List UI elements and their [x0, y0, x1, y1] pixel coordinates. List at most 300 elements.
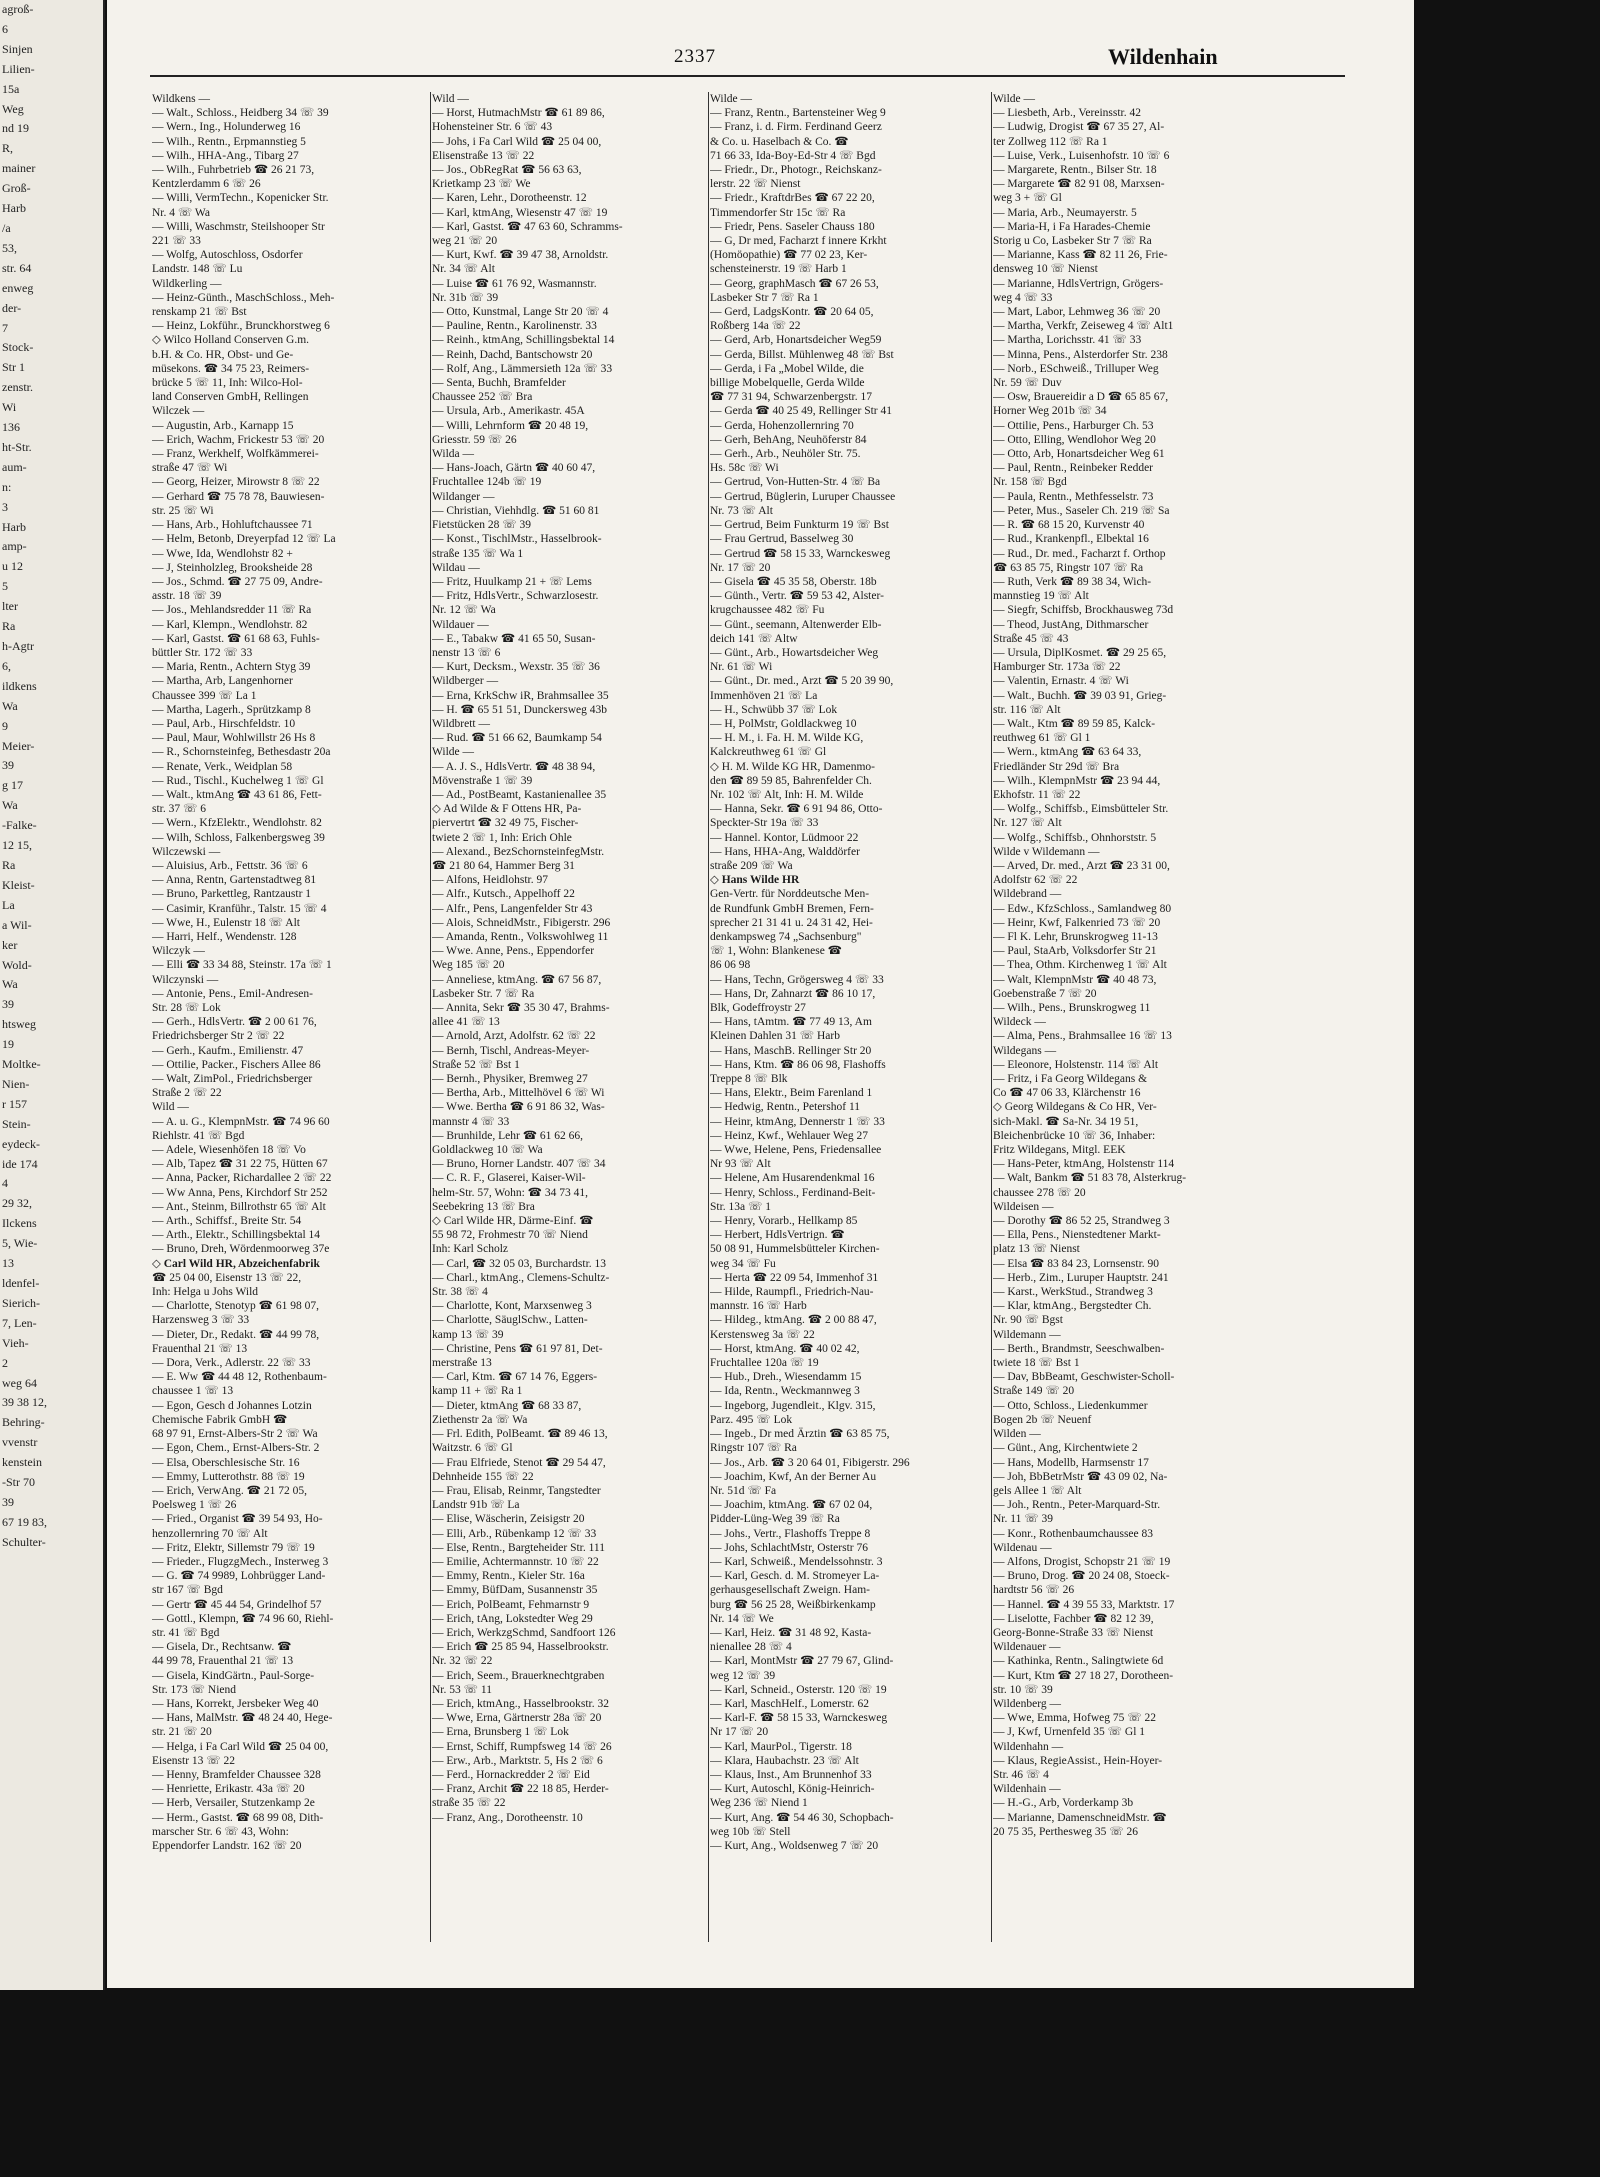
directory-entry: Nr. 73 ☏ Alt [710, 504, 773, 517]
directory-entry: — Elise, Wäscherin, Zeisigstr 20 [432, 1513, 585, 1526]
directory-entry: — Rud., Tischl., Kuchelweg 1 ☏ Gl [152, 774, 324, 787]
directory-entry: Inh: Helga u Johs Wild [152, 1286, 259, 1299]
directory-entry: — Adele, Wiesenhöfen 18 ☏ Vo [152, 1144, 306, 1157]
directory-entry: lerstr. 22 ☏ Nienst [710, 178, 801, 191]
directory-entry: Wilde — [432, 746, 475, 759]
directory-entry: Kerstensweg 3a ☏ 22 [710, 1328, 815, 1341]
directory-entry: — Hedwig, Rentn., Petershof 11 [710, 1101, 861, 1114]
directory-entry: — Casimir, Kranführ., Talstr. 15 ☏ 4 [152, 902, 327, 915]
directory-entry: — Walt., Schloss., Heidberg 34 ☏ 39 [152, 107, 329, 120]
directory-entry: merstraße 13 [432, 1357, 492, 1370]
directory-entry: — Friedr., Dr., Photogr., Reichskanz- [710, 164, 882, 177]
directory-entry: — A. J. S., HdlsVertr. ☎ 48 38 94, [432, 760, 596, 773]
directory-entry: — H. M., i. Fa. H. M. Wilde KG, [710, 732, 864, 745]
directory-entry: — Amanda, Rentn., Volkswohlweg 11 [432, 930, 609, 943]
column-divider [430, 92, 431, 1942]
directory-entry: Wilczyk — [152, 945, 205, 958]
prev-page-fragment: lter [2, 599, 18, 614]
prev-page-fragment: weg 64 [2, 1375, 37, 1390]
prev-page-fragment: La [2, 897, 15, 912]
directory-entry: — Margarete ☎ 82 91 08, Marxsen- [993, 178, 1165, 191]
directory-entry: Hs. 58c ☏ Wi [710, 462, 779, 475]
prev-page-fragment: Behring- [2, 1415, 45, 1430]
directory-entry: — Wilh., KlempnMstr ☎ 23 94 44, [993, 774, 1161, 787]
directory-entry: — Arved, Dr. med., Arzt ☎ 23 31 00, [993, 859, 1170, 872]
prev-page-fragment: 6, [2, 658, 11, 673]
directory-entry: — Erich, PolBeamt, Fehmarnstr 9 [432, 1598, 590, 1611]
directory-entry: — Bernh, Tischl, Andreas-Meyer- [432, 1044, 590, 1057]
directory-entry: — Alma, Pens., Brahmsallee 16 ☏ 13 [993, 1030, 1172, 1043]
directory-entry: — Herb., Zim., Luruper Hauptstr. 241 [993, 1271, 1169, 1284]
directory-entry: Str. 46 ☏ 4 [993, 1768, 1049, 1781]
directory-entry: — Rud. ☎ 51 66 62, Baumkamp 54 [432, 732, 602, 745]
directory-entry: — Wwe, Erna, Gärtnerstr 28a ☏ 20 [432, 1712, 602, 1725]
prev-page-fragment: kenstein [2, 1455, 42, 1470]
directory-entry: — Hans-Joach, Gärtn ☎ 40 60 47, [432, 462, 596, 475]
directory-entry: Fietstücken 28 ☏ 39 [432, 519, 532, 532]
directory-entry: marscher Str. 6 ☏ 43, Wohn: [152, 1825, 289, 1838]
directory-entry: — Gerd, LadgsKontr. ☎ 20 64 05, [710, 306, 874, 319]
directory-entry: Nr. 32 ☏ 22 [432, 1655, 493, 1668]
prev-page-fragment: 19 [2, 1037, 14, 1052]
directory-entry: — Herb, Versailer, Stutzenkamp 2e [152, 1797, 315, 1810]
prev-page-fragment: Stein- [2, 1116, 31, 1131]
directory-entry: ◇ Wilco Holland Conserven G.m. [152, 334, 310, 347]
directory-entry: sich-Makl. ☎ Sa-Nr. 34 19 51, [993, 1115, 1139, 1128]
directory-entry: — Alfr., Pens, Langenfelder Str 43 [432, 902, 593, 915]
directory-entry: chaussee 278 ☏ 20 [993, 1186, 1086, 1199]
directory-entry: — Norb., ESchweiß., Trilluper Weg [993, 362, 1159, 375]
directory-entry: Nr 93 ☏ Alt [710, 1158, 771, 1171]
directory-entry: Wilczek — [152, 405, 205, 418]
column-divider [708, 92, 709, 1942]
directory-entry: Straße 52 ☏ Bst 1 [432, 1058, 520, 1071]
directory-entry: — Paul, Maur, Wohlwillstr 26 Hs 8 [152, 732, 316, 745]
prev-page-fragment: 29 32, [2, 1196, 32, 1211]
directory-entry: b.H. & Co. HR, Obst- und Ge- [152, 348, 294, 361]
directory-entry: — Heinz-Günth., MaschSchloss., Meh- [152, 291, 335, 304]
directory-entry: — Charlotte, Kont, Marxsenweg 3 [432, 1300, 592, 1313]
directory-entry: — Rud., Krankenpfl., Elbektal 16 [993, 533, 1149, 546]
directory-entry: 68 97 91, Ernst-Albers-Str 2 ☏ Wa [152, 1428, 318, 1441]
directory-entry: — Margarete, Rentn., Bilser Str. 18 [993, 164, 1157, 177]
directory-entry: — Carl, Ktm. ☎ 67 14 76, Eggers- [432, 1371, 598, 1384]
directory-entry: Fruchtallee 120a ☏ 19 [710, 1357, 819, 1370]
directory-entry: weg 10b ☏ Stell [710, 1825, 791, 1838]
directory-entry: — Willi, Lehrnform ☎ 20 48 19, [432, 419, 589, 432]
previous-page-edge [0, 0, 105, 1990]
directory-entry: Nr. 51d ☏ Fa [710, 1484, 777, 1497]
directory-entry: — Jos., Mehlandsredder 11 ☏ Ra [152, 604, 312, 617]
directory-entry: Seebekring 13 ☏ Bra [432, 1200, 535, 1213]
directory-entry: mannstr. 16 ☏ Harb [710, 1300, 807, 1313]
directory-entry: Bleichenbrücke 10 ☏ 36, Inhaber: [993, 1129, 1156, 1142]
prev-page-fragment: Moltke- [2, 1057, 41, 1072]
directory-entry: Friedrichsberger Str 2 ☏ 22 [152, 1030, 285, 1043]
directory-entry: — Anna, Rentn, Gartenstadtweg 81 [152, 874, 317, 887]
directory-entry: weg 21 ☏ 20 [432, 235, 498, 248]
prev-page-fragment: htsweg [2, 1017, 36, 1032]
directory-entry: — Harri, Helf., Wendenstr. 128 [152, 930, 297, 943]
prev-page-fragment: 13 [2, 1256, 14, 1271]
directory-entry: — Otto, Kunstmal, Lange Str 20 ☏ 4 [432, 306, 609, 319]
directory-entry: Nr. 4 ☏ Wa [152, 206, 210, 219]
directory-entry: — Paula, Rentn., Methfesselstr. 73 [993, 490, 1154, 503]
directory-entry: — Ferd., Hornackredder 2 ☏ Eid [432, 1768, 590, 1781]
directory-entry: — Martha, Verkfr, Zeiseweg 4 ☏ Alt1 [993, 320, 1174, 333]
directory-entry: — Johs., Vertr., Flashoffs Treppe 8 [710, 1527, 871, 1540]
prev-page-fragment: ldenfel- [2, 1276, 40, 1290]
directory-entry: ter Zollweg 112 ☏ Ra 1 [993, 135, 1108, 148]
directory-entry: — Heinz, Kwf., Wehlauer Weg 27 [710, 1129, 869, 1142]
directory-entry: — Martha, Lorichsstr. 41 ☏ 33 [993, 334, 1142, 347]
directory-entry: — Maria, Arb., Neumayerstr. 5 [993, 206, 1137, 219]
directory-entry: — Martha, Lagerh., Sprützkamp 8 [152, 703, 311, 716]
directory-entry: Adolfstr 62 ☏ 22 [993, 874, 1078, 887]
directory-entry: land Conserven GmbH, Rellingen [152, 391, 309, 404]
directory-entry: — Bruno, Horner Landstr. 407 ☏ 34 [432, 1158, 606, 1171]
directory-entry: — Wolfg., Schiffsb., Ohnhorststr. 5 [993, 831, 1157, 844]
directory-entry: asstr. 18 ☏ 39 [152, 590, 222, 603]
prev-page-fragment: Groß- [2, 181, 31, 196]
directory-entry: ☎ 21 80 64, Hammer Berg 31 [432, 859, 575, 872]
directory-entry: — Anneliese, ktmAng. ☎ 67 56 87, [432, 973, 602, 986]
directory-entry: — Annita, Sekr ☎ 35 30 47, Brahms- [432, 1002, 610, 1014]
directory-entry: — Klar, ktmAng., Bergstedter Ch. [993, 1300, 1152, 1313]
directory-entry: — Franz, Rentn., Bartensteiner Weg 9 [710, 107, 886, 120]
prev-page-fragment: amp- [2, 539, 27, 554]
prev-page-fragment: 39 38 12, [2, 1395, 47, 1410]
directory-column-1 [152, 92, 435, 1952]
prev-page-fragment: u 12 [2, 559, 23, 574]
prev-page-fragment: Meier- [2, 738, 35, 753]
prev-page-fragment: Kleist- [2, 877, 35, 892]
directory-entry: — Pauline, Rentn., Karolinenstr. 33 [432, 320, 597, 333]
prev-page-fragment: 39 [2, 997, 14, 1012]
prev-page-fragment: Harb [2, 201, 26, 216]
directory-entry: Wilda — [432, 448, 475, 461]
directory-entry: — Gerda, Billst. Mühlenweg 48 ☏ Bst [710, 348, 894, 361]
directory-entry: — Alexand., BezSchornsteinfegMstr. [432, 845, 605, 858]
prev-page-fragment: Str 1 [2, 360, 26, 375]
directory-entry: — Karl, MaschHelf., Lomerstr. 62 [710, 1697, 870, 1710]
directory-entry: — Joh., Rentn., Peter-Marquard-Str. [993, 1499, 1161, 1512]
prev-page-fragment: 5 [2, 579, 8, 594]
directory-entry: — Ruth, Verk ☎ 89 38 34, Wich- [993, 575, 1152, 588]
directory-entry: — Otto, Elling, Wendlohor Weg 20 [993, 433, 1156, 446]
directory-entry: — Helene, Am Husarendenkmal 16 [710, 1172, 875, 1185]
directory-entry: — A. u. G., KlempnMstr. ☎ 74 96 60 [152, 1115, 330, 1128]
directory-entry: billige Mobelquelle, Gerda Wilde [710, 377, 865, 390]
directory-entry: — Hans, Korrekt, Jersbeker Weg 40 [152, 1697, 319, 1710]
directory-entry: — Georg, Heizer, Mirowstr 8 ☏ 22 [152, 476, 320, 489]
prev-page-fragment: 6 [2, 21, 8, 36]
directory-entry: Nr. 61 ☏ Wi [710, 661, 773, 674]
directory-entry: — Ww Anna, Pens, Kirchdorf Str 252 [152, 1186, 328, 1199]
directory-entry: twiete 2 ☏ 1, Inh: Erich Ohle [432, 831, 572, 844]
directory-entry: piervertrt ☎ 32 49 75, Fischer- [432, 817, 579, 830]
directory-entry: — Gerda ☎ 40 25 49, Rellinger Str 41 [710, 405, 893, 418]
directory-entry: — Elli ☎ 33 34 88, Steinstr. 17a ☏ 1 [152, 959, 332, 972]
directory-entry: — Karl, MaurPol., Tigerstr. 18 [710, 1740, 852, 1753]
directory-entry: brücke 5 ☏ 11, Inh: Wilco-Hol- [152, 377, 303, 390]
directory-entry: 20 75 35, Perthesweg 35 ☏ 26 [993, 1825, 1139, 1838]
directory-entry: — Renate, Verk., Weidplan 58 [152, 760, 293, 773]
prev-page-fragment: Wa [2, 977, 18, 992]
directory-entry: Parz. 495 ☏ Lok [710, 1413, 793, 1426]
directory-entry: — Gerh, BehAng, Neuhöferstr 84 [710, 433, 867, 446]
directory-entry: — Gerh., HdlsVertr. ☎ 2 00 61 76, [152, 1016, 317, 1029]
directory-entry: Inh: Karl Scholz [432, 1243, 509, 1256]
directory-entry: — Fritz, Huulkamp 21 + ☏ Lems [432, 575, 592, 588]
directory-entry: str. 116 ☏ Alt [993, 703, 1061, 716]
directory-entry: — Elsa ☎ 83 84 23, Lornsenstr. 90 [993, 1257, 1160, 1270]
directory-entry: — Friedr., KraftdrBes ☎ 67 22 20, [710, 192, 875, 205]
directory-entry: — Hans, Elektr., Beim Farenland 1 [710, 1087, 873, 1100]
directory-entry: gels Allee 1 ☏ Alt [993, 1484, 1082, 1497]
directory-entry: — Ludwig, Drogist ☎ 67 35 27, Al- [993, 121, 1165, 134]
prev-page-fragment: Vieh- [2, 1335, 29, 1350]
directory-entry: henzollernring 70 ☏ Alt [152, 1527, 268, 1540]
directory-entry: — Heinz, Lokführ., Brunckhorstweg 6 [152, 320, 330, 333]
directory-entry: — Hanna, Sekr. ☎ 6 91 94 86, Otto- [710, 803, 883, 816]
directory-entry: — Wern., KfzElektr., Wendlohstr. 82 [152, 817, 322, 830]
prev-page-fragment: 12 15, [2, 838, 32, 853]
directory-entry: straße 209 ☏ Wa [710, 859, 793, 872]
prev-page-fragment: zenstr. [2, 380, 33, 395]
directory-entry: — Liselotte, Fachber ☎ 82 12 39, [993, 1612, 1154, 1625]
directory-entry: — R., Schornsteinfeg, Bethesdastr 20a [152, 746, 331, 759]
prev-page-fragment: Ilckens [2, 1216, 37, 1231]
directory-entry: — Bruno, Dreh, Wördenmoorweg 37e [152, 1243, 330, 1256]
directory-entry: — G, Dr med, Facharzt f innere Krkht [710, 235, 887, 248]
directory-entry: — Klara, Haubachstr. 23 ☏ Alt [710, 1754, 859, 1767]
directory-entry: — Dorothy ☎ 86 52 25, Strandweg 3 [993, 1215, 1170, 1228]
directory-entry: — Konst., TischlMstr., Hasselbrook- [432, 533, 602, 546]
directory-entry: den ☎ 89 59 85, Bahrenfelder Ch. [710, 774, 872, 787]
directory-entry: Timmendorfer Str 15c ☏ Ra [710, 206, 846, 219]
directory-entry: — Kathinka, Rentn., Salingtwiete 6d [993, 1655, 1164, 1668]
directory-entry: — Augustin, Arb., Karnapp 15 [152, 419, 294, 432]
directory-entry: — Heinr, ktmAng, Dennerstr 1 ☏ 33 [710, 1115, 885, 1128]
directory-entry: — Horst, ktmAng. ☎ 40 02 42, [710, 1342, 860, 1355]
prev-page-fragment: h-Agtr [2, 639, 34, 653]
prev-page-fragment: Ra [2, 857, 16, 872]
prev-page-fragment: Weg [2, 101, 24, 116]
directory-entry: Kalckreuthweg 61 ☏ Gl [710, 746, 827, 759]
directory-entry: — Bertha, Arb., Mittelhövel 6 ☏ Wi [432, 1087, 605, 1100]
directory-entry: Nr. 90 ☏ Bgst [993, 1314, 1063, 1327]
directory-entry: weg 3 + ☏ Gl [993, 192, 1062, 205]
prev-page-fragment: Schulter- [2, 1534, 46, 1549]
directory-entry: & Co. u. Haselbach & Co. ☎ [710, 135, 849, 148]
directory-entry: — Bruno, Drog. ☎ 20 24 08, Stoeck- [993, 1570, 1170, 1583]
prev-page-fragment: ker [2, 937, 18, 952]
directory-entry: — Hans, MalMstr. ☎ 48 24 40, Hege- [152, 1712, 333, 1725]
directory-entry: Nr. 31b ☏ 39 [432, 291, 499, 304]
directory-entry: — Ursula, Arb., Amerikastr. 45A [432, 405, 585, 418]
prev-page-fragment: 53, [2, 240, 17, 255]
directory-entry: — Ottilie, Packer., Fischers Allee 86 [152, 1058, 321, 1071]
directory-entry: Straße 2 ☏ 22 [152, 1087, 222, 1100]
directory-entry: denkampsweg 74 „Sachsenburg" [710, 930, 862, 943]
directory-entry: Mövenstraße 1 ☏ 39 [432, 774, 533, 787]
directory-entry: Wildau — [432, 561, 480, 574]
directory-entry: ◇ Carl Wild HR, Abzeichenfabrik [152, 1257, 320, 1270]
directory-entry: Wildenhahn — [993, 1740, 1064, 1753]
directory-entry: 50 08 91, Hummelsbütteler Kirchen- [710, 1243, 880, 1256]
directory-entry: mannstr 4 ☏ 33 [432, 1115, 510, 1128]
directory-entry: Wildegans — [993, 1044, 1057, 1057]
directory-entry: Ekhofstr. 11 ☏ 22 [993, 788, 1081, 801]
directory-column-2 [432, 92, 715, 1952]
directory-column-4 [993, 92, 1276, 1952]
directory-entry: — Günt., seemann, Altenwerder Elb- [710, 618, 882, 631]
directory-entry: Gen-Vertr. für Norddeutsche Men- [710, 888, 870, 901]
directory-entry: — Wwe. Anne, Pens., Eppendorfer [432, 945, 595, 958]
directory-entry: Nr 17 ☏ 20 [710, 1726, 769, 1739]
directory-entry: — Marianne, DamenschneidMstr. ☎ [993, 1811, 1167, 1824]
directory-entry: — Gertrud, Büglerin, Luruper Chaussee [710, 490, 896, 503]
directory-entry: — Herm., Gastst. ☎ 68 99 08, Dith- [152, 1811, 324, 1824]
prev-page-fragment: a Wil- [2, 917, 32, 932]
directory-entry: — Wolfg., Schiffsb., Eimsbütteler Str. [993, 803, 1169, 816]
directory-entry: — Jos., ObRegRat ☎ 56 63 63, [432, 164, 582, 177]
directory-entry: — Charlotte, Stenotyp ☎ 61 98 07, [152, 1300, 320, 1313]
directory-entry: weg 34 ☏ Fu [710, 1257, 776, 1270]
directory-entry: Immenhöven 21 ☏ La [710, 689, 818, 702]
directory-entry: — Karl, Heiz. ☎ 31 48 92, Kasta- [710, 1626, 872, 1639]
directory-entry: — Ida, Rentn., Weckmannweg 3 [710, 1385, 860, 1398]
directory-entry: — Hans, HHA-Ang, Walddörfer [710, 845, 860, 858]
directory-entry: — Ursula, DiplKosmet. ☎ 29 25 65, [993, 646, 1167, 659]
directory-entry: — Maria, Rentn., Achtern Styg 39 [152, 661, 311, 674]
directory-entry: — Karl, Schweiß., Mendelssohnstr. 3 [710, 1555, 883, 1568]
directory-entry: — Rud., Dr. med., Facharzt f. Orthop [993, 547, 1166, 560]
prev-page-fragment: ildkens [2, 678, 37, 693]
prev-page-fragment: Wa [2, 798, 18, 813]
directory-entry: — Gertrud, Beim Funkturm 19 ☏ Bst [710, 519, 889, 532]
directory-entry: — Liesbeth, Arb., Vereinsstr. 42 [993, 107, 1141, 120]
directory-entry: — Frau Elfriede, Stenot ☎ 29 54 47, [432, 1456, 606, 1469]
prev-page-fragment: /a [2, 220, 11, 235]
directory-entry: — Kurt, Kwf. ☎ 39 47 38, Arnoldstr. [432, 249, 609, 262]
directory-entry: — Karst., WerkStud., Strandweg 3 [993, 1286, 1153, 1299]
directory-entry: Ziethenstr 2a ☏ Wa [432, 1413, 528, 1426]
directory-entry: — Martha, Arb, Langenhorner [152, 675, 293, 688]
directory-entry: — Marianne, Kass ☎ 82 11 26, Frie- [993, 249, 1168, 262]
directory-entry: — Walt, ZimPol., Friedrichsberger [152, 1073, 313, 1086]
directory-entry: Wildkerling — [152, 277, 222, 290]
directory-entry: — Wwe, Ida, Wendlohstr 82 + [152, 547, 293, 560]
directory-entry: ◇ Ad Wilde & F Ottens HR, Pa- [432, 803, 582, 816]
directory-entry: — Dav, BbBeamt, Geschwister-Scholl- [993, 1371, 1175, 1384]
directory-entry: — Marianne, HdlsVertrign, Grögers- [993, 277, 1164, 290]
directory-entry: — Ella, Pens., Nienstedtener Markt- [993, 1229, 1161, 1242]
directory-entry: Landstr 91b ☏ La [432, 1499, 520, 1512]
prev-page-fragment: ide 174 [2, 1156, 38, 1171]
directory-entry: Goebenstraße 7 ☏ 20 [993, 987, 1097, 1000]
directory-entry: — Christian, Viehhdlg. ☎ 51 60 81 [432, 504, 600, 517]
directory-entry: Harzensweg 3 ☏ 33 [152, 1314, 250, 1327]
directory-entry: — Karl, Klempn., Wendlohstr. 82 [152, 618, 308, 631]
directory-entry: — Wwe, H., Eulenstr 18 ☏ Alt [152, 916, 301, 929]
directory-entry: Nr. 11 ☏ 39 [993, 1513, 1053, 1526]
directory-entry: — Elli, Arb., Rübenkamp 12 ☏ 33 [432, 1527, 597, 1540]
directory-entry: Chaussee 252 ☏ Bra [432, 391, 533, 404]
directory-entry: Nr. 53 ☏ 11 [432, 1683, 492, 1696]
directory-entry: — Emmy, BüfDam, Susannenstr 35 [432, 1584, 598, 1597]
directory-entry: — Reinh, Dachd, Bantschowstr 20 [432, 348, 593, 361]
directory-entry: — Kurt, Ang., Woldsenweg 7 ☏ 20 [710, 1839, 879, 1852]
directory-entry: Nr. 127 ☏ Alt [993, 817, 1062, 830]
directory-entry: — Brunhilde, Lehr ☎ 61 62 66, [432, 1129, 584, 1142]
directory-entry: — Osw, Brauereidir a D ☎ 65 85 67, [993, 391, 1169, 404]
directory-entry: — Johs, i Fa Carl Wild ☎ 25 04 00, [432, 135, 602, 148]
directory-entry: reuthweg 61 ☏ Gl 1 [993, 732, 1091, 745]
directory-entry: Ringstr 107 ☏ Ra [710, 1442, 797, 1455]
directory-entry: — Mart, Labor, Lehmweg 36 ☏ 20 [993, 306, 1161, 319]
directory-entry: — Horst, HutmachMstr ☎ 61 89 86, [432, 107, 605, 120]
directory-entry: — Ad., PostBeamt, Kastanienallee 35 [432, 788, 607, 801]
prev-page-fragment: eydeck- [2, 1136, 40, 1151]
directory-entry: Nr. 17 ☏ 20 [710, 561, 771, 574]
prev-page-fragment: Sierich- [2, 1295, 40, 1310]
directory-entry: — Arth., Schiffsf., Breite Str. 54 [152, 1215, 302, 1228]
prev-page-fragment: 136 [2, 420, 20, 435]
directory-entry: Straße 149 ☏ 20 [993, 1385, 1075, 1398]
directory-entry: Storig u Co, Lasbeker Str 7 ☏ Ra [993, 235, 1152, 248]
directory-entry: sprecher 21 31 41 u. 24 31 42, Hei- [710, 916, 873, 929]
directory-entry: Friedländer Str 29d ☏ Bra [993, 760, 1120, 773]
directory-entry: straße 35 ☏ 22 [432, 1797, 506, 1810]
directory-entry: — Hans, Modellb, Harmsenstr 17 [993, 1456, 1149, 1469]
directory-entry: 71 66 33, Ida-Boy-Ed-Str 4 ☏ Bgd [710, 149, 876, 162]
directory-entry: — Klaus, RegieAssist., Hein-Hoyer- [993, 1754, 1163, 1767]
directory-entry: de Rundfunk GmbH Bremen, Fern- [710, 902, 874, 915]
directory-entry: — Ant., Steinm, Billrothstr 65 ☏ Alt [152, 1200, 326, 1213]
prev-page-fragment: 39 [2, 758, 14, 773]
directory-entry: — Hub., Dreh., Wiesendamm 15 [710, 1371, 862, 1384]
directory-entry: 221 ☏ 33 [152, 235, 201, 248]
directory-entry: — Fritz, Elektr, Sillemstr 79 ☏ 19 [152, 1541, 315, 1554]
directory-entry: — Antonie, Pens., Emil-Andresen- [152, 987, 313, 1000]
directory-entry: Hohensteiner Str. 6 ☏ 43 [432, 121, 553, 134]
directory-entry: — Günt., Ang, Kirchentwiete 2 [993, 1442, 1138, 1455]
directory-entry: — Walt., Buchh. ☎ 39 03 91, Grieg- [993, 689, 1167, 702]
directory-entry: ◇ Hans Wilde HR [710, 874, 800, 887]
directory-entry: — Herbert, HdlsVertrign. ☎ [710, 1229, 845, 1242]
directory-entry: Wildenau — [993, 1541, 1052, 1554]
directory-entry: — Walt, KlempnMstr ☎ 40 48 73, [993, 973, 1157, 986]
directory-entry: hardtstr 56 ☏ 26 [993, 1584, 1075, 1597]
directory-entry: — Otto, Schloss., Liedenkummer [993, 1399, 1148, 1412]
directory-entry: Speckter-Str 19a ☏ 33 [710, 817, 819, 830]
directory-entry: str 167 ☏ Bgd [152, 1584, 223, 1597]
directory-entry: burg ☎ 56 25 28, Weißbirkenkamp [710, 1598, 876, 1611]
directory-entry: Kentzlerdamm 6 ☏ 26 [152, 178, 261, 191]
header-rule [150, 75, 1345, 77]
directory-entry: — Paul, StaArb, Volksdorfer Str 21 [993, 945, 1157, 958]
directory-entry: — Gerd, Arb, Honartsdeicher Weg59 [710, 334, 882, 347]
directory-entry: Nr. 14 ☏ We [710, 1612, 774, 1625]
directory-entry: — Helga, i Fa Carl Wild ☎ 25 04 00, [152, 1740, 329, 1753]
directory-entry: — E., Tabakw ☎ 41 65 50, Susan- [432, 632, 596, 645]
prev-page-fragment: Nien- [2, 1076, 30, 1091]
directory-entry: — Charl., ktmAng., Clemens-Schultz- [432, 1271, 610, 1284]
directory-entry: mannstieg 19 ☏ Alt [993, 590, 1089, 603]
directory-entry: Bogen 2b ☏ Neuenf [993, 1413, 1092, 1426]
